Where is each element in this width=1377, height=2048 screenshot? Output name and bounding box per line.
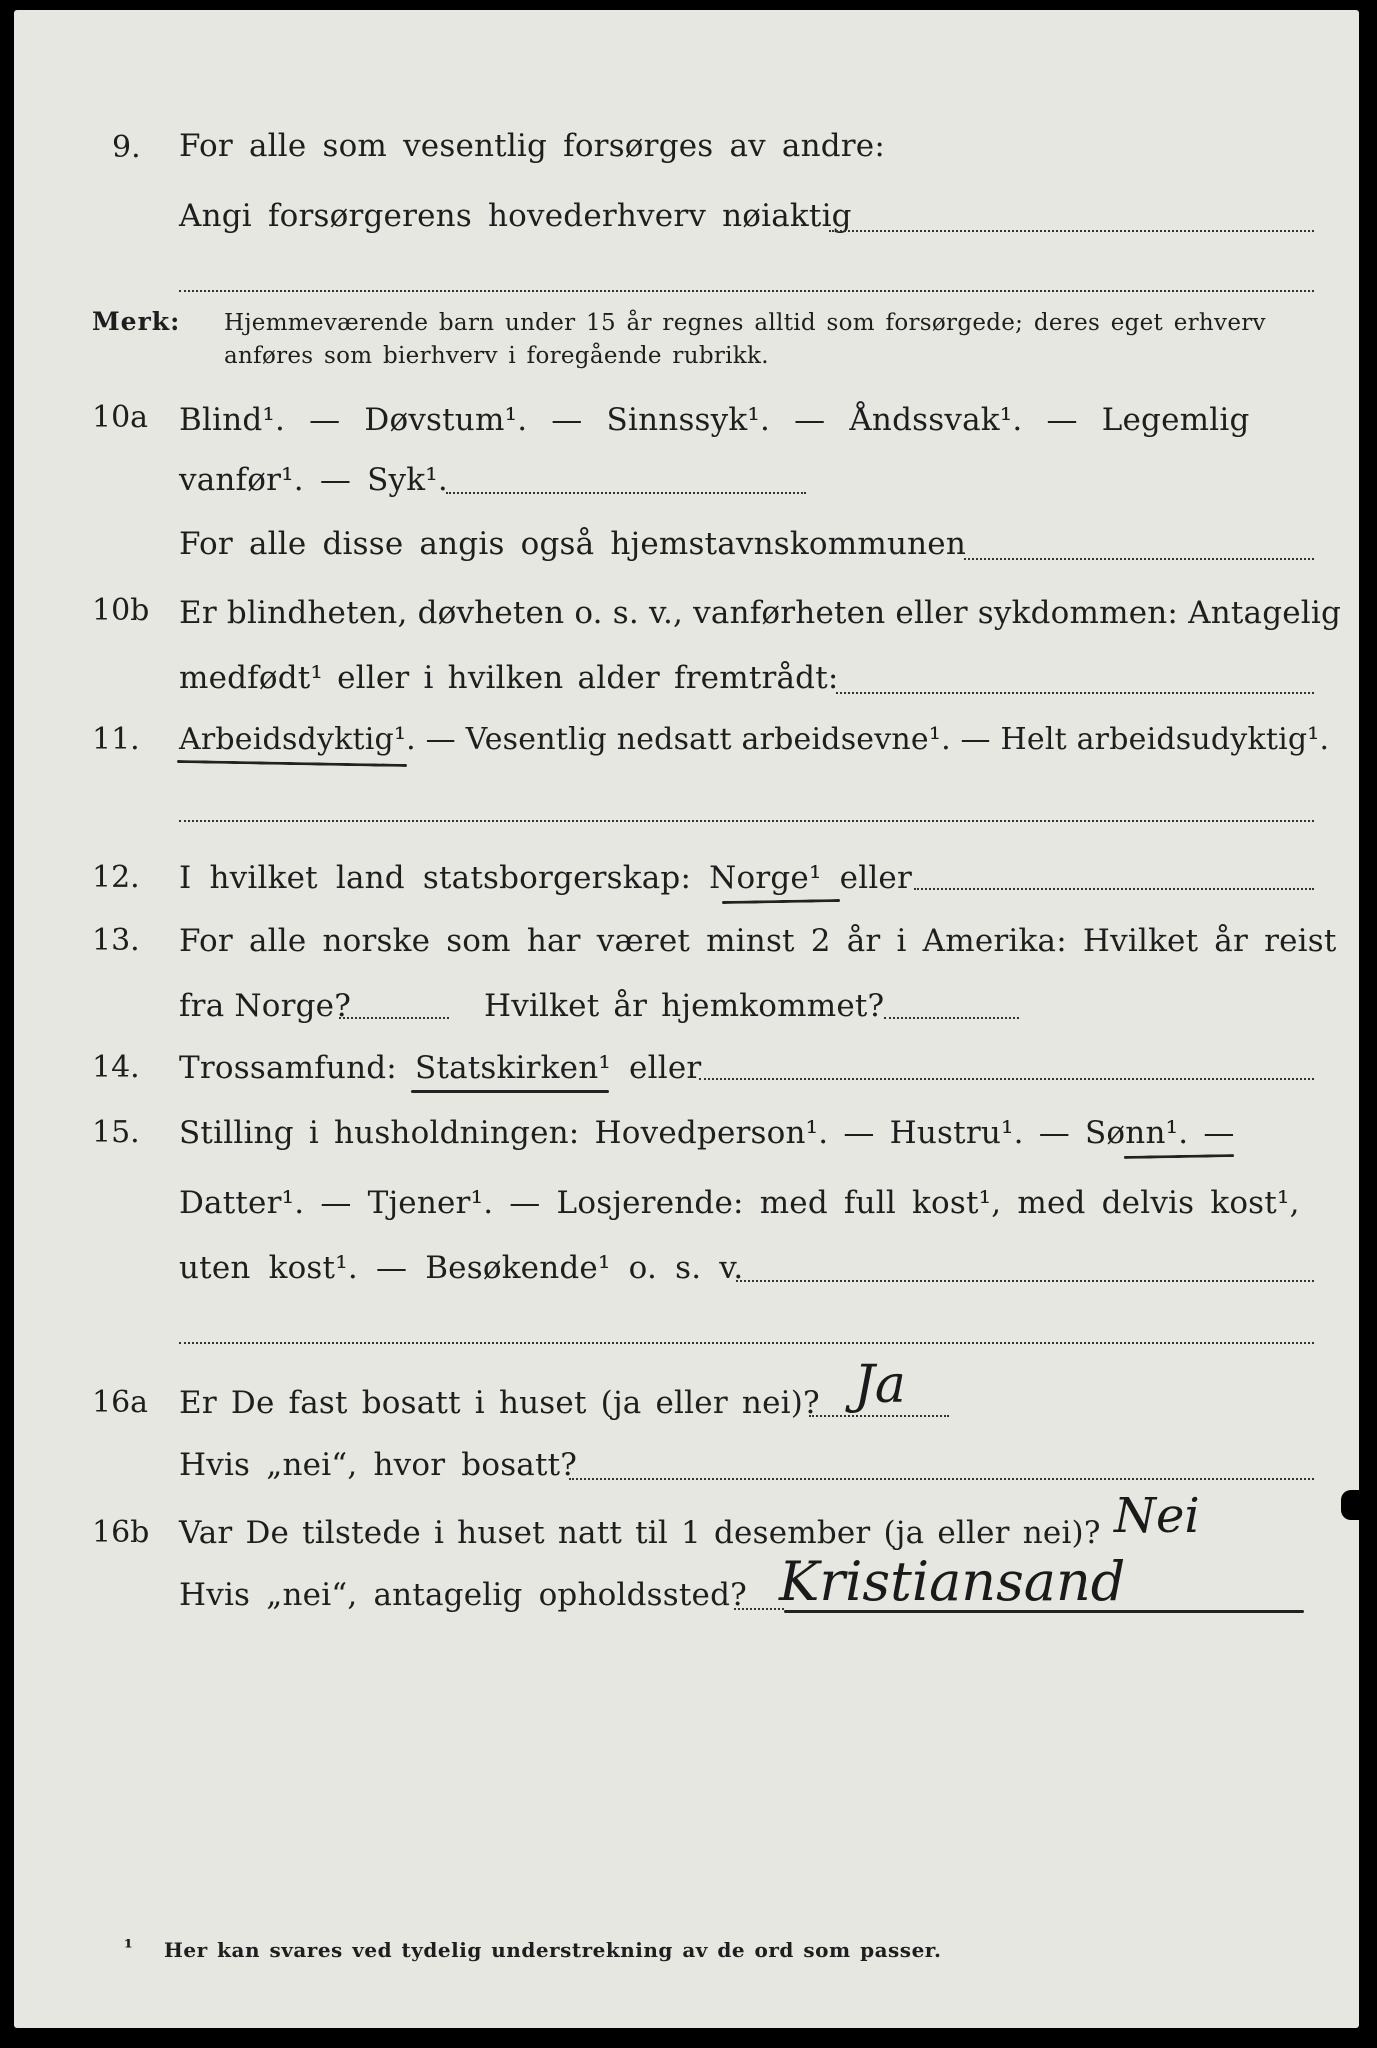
q16b-opholdssted-line[interactable]	[734, 1608, 784, 1610]
q13-text-line2a: fra Norge?	[179, 988, 352, 1024]
q14-text-line1: Trossamfund: Statskirken¹ eller	[179, 1050, 702, 1086]
footnote-mark: ¹	[124, 1935, 134, 1959]
q12-text-line1: I hvilket land statsborgerskap: Norge¹ eller	[179, 860, 912, 896]
q9-number: 9.	[112, 130, 141, 165]
q12-number: 12.	[92, 860, 140, 895]
q14-handwritten-underline	[411, 1090, 609, 1093]
q10a-kommune-line[interactable]	[964, 558, 1314, 560]
q13-text-line1: For alle norske som har været minst 2 år i Amerika: Hvilket år reist	[179, 923, 1337, 959]
q14-number: 14.	[92, 1050, 140, 1085]
q13-reist-line[interactable]	[339, 1017, 449, 1019]
q9-text-line2: Angi forsørgerens hovederhverv nøiaktig	[179, 198, 852, 234]
q13-text-line2b: Hvilket år hjemkommet?	[484, 988, 885, 1024]
q15-text-line3: uten kost¹. — Besøkende¹ o. s. v.	[179, 1250, 744, 1286]
q14-answer-line[interactable]	[699, 1078, 1314, 1080]
q15-answer-line2[interactable]	[179, 1342, 1314, 1344]
merk-text-line1: Hjemmeværende barn under 15 år regnes alltid som forsørgede; deres eget erhverv	[224, 310, 1266, 336]
q11-handwritten-underline	[177, 760, 407, 767]
q15-handwritten-underline	[1124, 1154, 1234, 1159]
q13-hjemkommet-line[interactable]	[884, 1017, 1019, 1019]
q10b-number: 10b	[92, 593, 150, 628]
q10b-answer-line[interactable]	[836, 692, 1314, 694]
q15-answer-line[interactable]	[736, 1280, 1314, 1282]
q10a-answer-line[interactable]	[446, 492, 806, 494]
q10a-number: 10a	[92, 400, 149, 435]
q16a-text-line2: Hvis „nei“, hvor bosatt?	[179, 1447, 578, 1483]
census-form-page	[14, 10, 1359, 2028]
q16b-handwritten-underline	[784, 1610, 1304, 1613]
q11-answer-line[interactable]	[179, 820, 1314, 822]
q12-answer-line[interactable]	[914, 888, 1314, 890]
q16b-handwritten-answer: Nei	[1114, 1488, 1200, 1544]
q10b-text-line2: medfødt¹ eller i hvilken alder fremtrådt:	[179, 660, 839, 696]
q10a-text-line1: Blind¹. — Døvstum¹. — Sinnssyk¹. — Åndssvak¹. — Legemlig	[179, 402, 1250, 438]
q12-handwritten-underline	[722, 899, 840, 904]
q10b-text-line1: Er blindheten, døvheten o. s. v., vanførheten eller sykdommen: Antagelig	[179, 595, 1342, 631]
q16b-handwritten-place: Kristiansand	[779, 1550, 1126, 1613]
q16a-bosatt-line[interactable]	[569, 1478, 1314, 1480]
q9-text-line1: For alle som vesentlig forsørges av andre:	[179, 128, 885, 164]
q9-answer-line[interactable]	[829, 230, 1314, 232]
q10a-text-line3: For alle disse angis også hjemstavnskommunen	[179, 526, 966, 562]
q16b-text-line2: Hvis „nei“, antagelig opholdssted?	[179, 1577, 747, 1613]
merk-label: Merk:	[92, 307, 181, 336]
q16b-number: 16b	[92, 1515, 150, 1550]
footnote-text: Her kan svares ved tydelig understrekning av de ord som passer.	[164, 1938, 942, 1962]
q13-number: 13.	[92, 923, 140, 958]
q9-answer-line2[interactable]	[179, 290, 1314, 292]
q16b-text-line1: Var De tilstede i huset natt til 1 desember (ja eller nei)?	[179, 1515, 1101, 1551]
q16a-text-line1: Er De fast bosatt i huset (ja eller nei)?	[179, 1385, 820, 1421]
q15-number: 15.	[92, 1115, 140, 1150]
q15-text-line2: Datter¹. — Tjener¹. — Losjerende: med full kost¹, med delvis kost¹,	[179, 1185, 1300, 1221]
merk-text-line2: anføres som bierhverv i foregående rubrikk.	[224, 343, 769, 369]
page-edge-mark	[1341, 1490, 1359, 1520]
q11-text-line1: Arbeidsdyktig¹. — Vesentlig nedsatt arbeidsevne¹. — Helt arbeidsudyktig¹.	[179, 722, 1330, 757]
q11-number: 11.	[92, 722, 140, 757]
q16a-number: 16a	[92, 1385, 149, 1420]
q10a-text-line2: vanfør¹. — Syk¹.	[179, 462, 448, 498]
q16a-handwritten-answer: Ja	[854, 1355, 906, 1415]
q16a-answer-line[interactable]	[809, 1415, 949, 1417]
q15-text-line1: Stilling i husholdningen: Hovedperson¹. — Hustru¹. — Sønn¹. —	[179, 1115, 1235, 1151]
